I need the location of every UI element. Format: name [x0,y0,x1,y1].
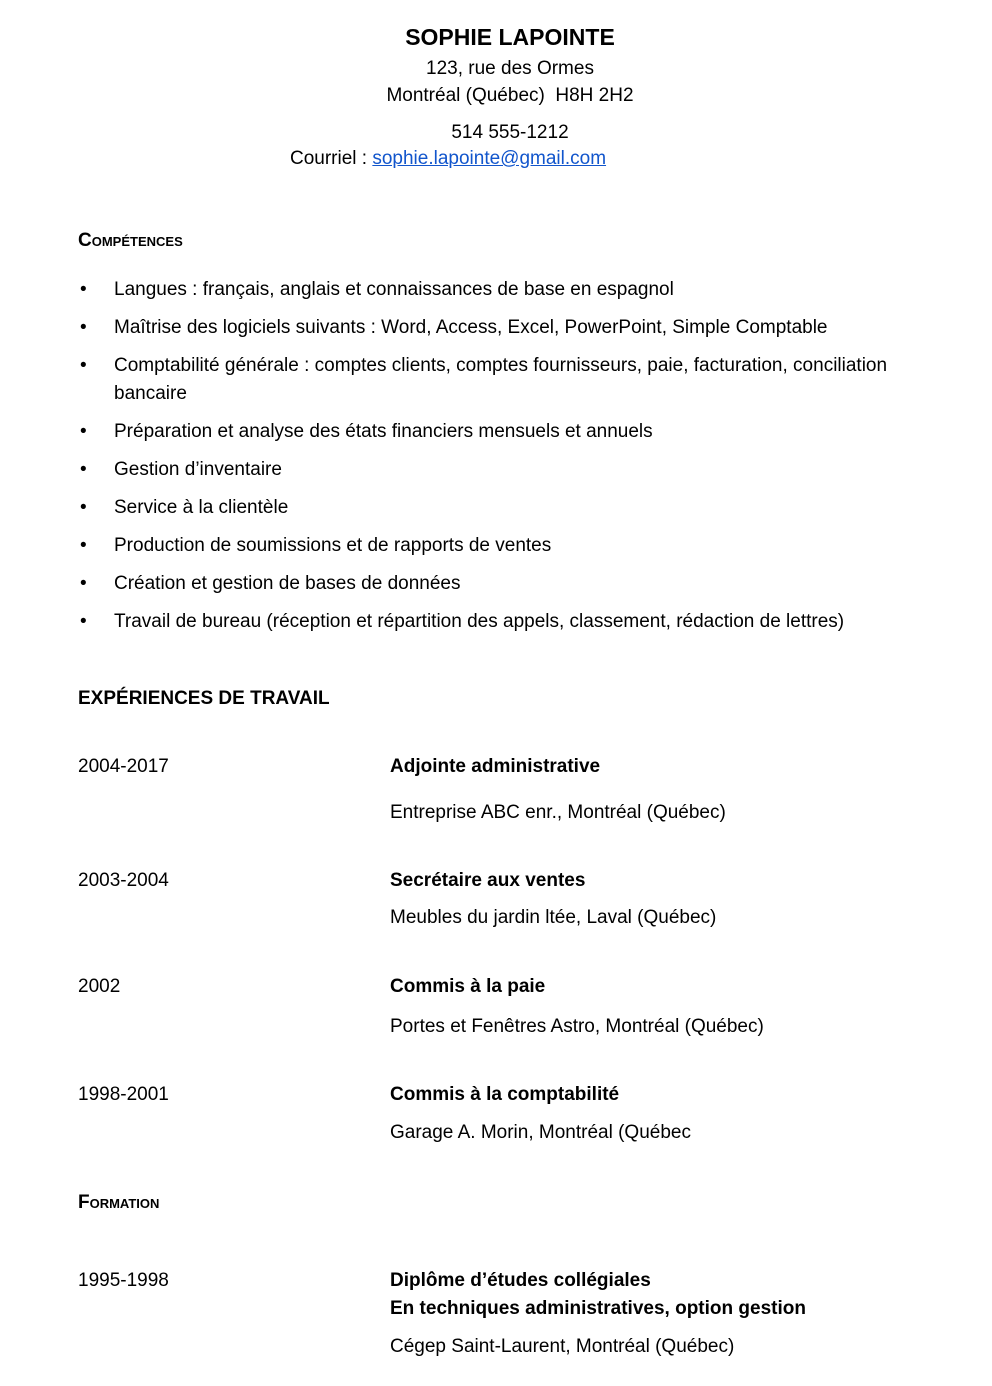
address-line-2: Montréal (Québec) H8H 2H2 [386,85,634,106]
job-employer: Garage A. Morin, Montréal (Québec [390,1122,691,1143]
job-title: Commis à la paie [390,976,546,997]
skill-text: Maîtrise des logiciels suivants : Word, Access, Excel, PowerPoint, Simple Comptable [114,317,828,338]
email-label: Courriel : [290,148,373,169]
list-item [78,456,958,484]
job-date: 2004-2017 [78,756,169,777]
job-title: Commis à la comptabilité [390,1084,620,1105]
job-employer: Entreprise ABC enr., Montréal (Québec) [390,802,726,823]
skill-text: Travail de bureau (réception et répartition des appels, classement, rédaction de lettres) [114,611,845,632]
bullet-icon: • [80,355,87,376]
list-item [78,314,958,342]
skill-text: Production de soumissions et de rapports de ventes [114,535,552,556]
job-date: 2002 [78,976,121,997]
skill-text: Langues : français, anglais et connaissances de base en espagnol [114,279,674,300]
list-item [78,532,958,560]
list-item [78,276,958,304]
bullet-icon: • [80,573,87,594]
email-line [290,148,606,170]
bullet-icon: • [80,421,87,442]
list-item [78,418,958,446]
education-section-title: Formation [78,1192,160,1213]
bullet-icon: • [80,317,87,338]
skill-text: Comptabilité générale : comptes clients, comptes fournisseurs, paie, facturation, conciliation bancaire [114,355,888,404]
school-name: Cégep Saint-Laurent, Montréal (Québec) [390,1336,735,1357]
phone-number: 514 555-1212 [451,122,569,143]
diploma-title: Diplôme d’études collégiales [390,1270,651,1291]
education-date: 1995-1998 [78,1270,169,1291]
list-item [78,494,958,522]
bullet-icon: • [80,279,87,300]
candidate-name: SOPHIE LAPOINTE [405,24,615,50]
bullet-icon: • [80,459,87,480]
skill-text: Création et gestion de bases de données [114,573,461,594]
experience-section-title: EXPÉRIENCES DE TRAVAIL [78,688,330,709]
bullet-icon: • [80,497,87,518]
list-item [78,608,958,636]
skill-text: Gestion d’inventaire [114,459,282,480]
diploma-subtitle: En techniques administratives, option gestion [390,1298,806,1319]
address-line-1: 123, rue des Ormes [426,58,594,79]
bullet-icon: • [80,611,87,632]
skill-text: Préparation et analyse des états financiers mensuels et annuels [114,421,653,442]
job-date: 1998-2001 [78,1084,169,1105]
skills-list [78,276,958,646]
job-date: 2003-2004 [78,870,169,891]
email-link[interactable]: sophie.lapointe@gmail.com [372,148,607,169]
job-title: Adjointe administrative [390,756,601,777]
skill-text: Service à la clientèle [114,497,289,518]
bullet-icon: • [80,535,87,556]
job-employer: Meubles du jardin ltée, Laval (Québec) [390,907,717,928]
list-item [78,352,958,408]
job-title: Secrétaire aux ventes [390,870,586,891]
job-employer: Portes et Fenêtres Astro, Montréal (Québec) [390,1016,764,1037]
list-item [78,570,958,598]
skills-section-title: Compétences [78,230,183,251]
